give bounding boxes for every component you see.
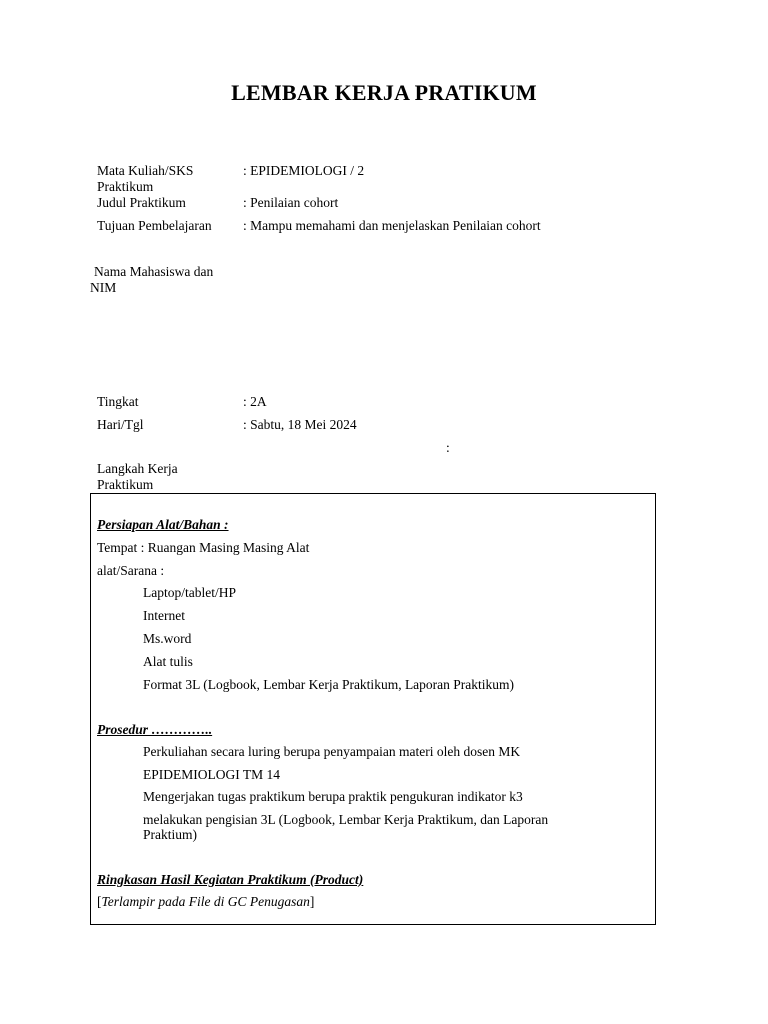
label-tujuan-pembelajaran: Tujuan Pembelajaran (97, 218, 212, 233)
value-judul-praktikum: : Penilaian cohort (243, 195, 339, 210)
label-mata-kuliah-line2: Praktikum (97, 179, 154, 194)
prosedur-line: melakukan pengisian 3L (Logbook, Lembar Kerja Praktikum, dan Laporan (143, 812, 549, 827)
value-tingkat: : 2A (243, 394, 267, 409)
stray-colon: : (446, 440, 450, 455)
label-judul-praktikum: Judul Praktikum (97, 195, 186, 210)
label-tingkat: Tingkat (97, 394, 139, 409)
bracket-close: ] (309, 894, 315, 909)
prosedur-heading: Prosedur ………….. (97, 722, 213, 737)
ringkasan-note (97, 894, 314, 910)
tool-item: Ms.word (143, 631, 192, 646)
prosedur-line: Mengerjakan tugas praktikum berupa praktik pengukuran indikator k3 (143, 789, 523, 804)
value-tujuan-pembelajaran: : Mampu memahami dan menjelaskan Penilaian cohort (243, 218, 541, 233)
label-langkah-kerja: Langkah Kerja (97, 461, 178, 476)
value-hari-tgl: : Sabtu, 18 Mei 2024 (243, 417, 357, 432)
tool-item: Laptop/tablet/HP (143, 585, 236, 600)
label-mata-kuliah: Mata Kuliah/SKS (97, 163, 194, 178)
bracket-open: [ (97, 894, 102, 909)
value-mata-kuliah: : EPIDEMIOLOGI / 2 (243, 163, 365, 178)
ringkasan-note-text: Terlampir pada File di GC Penugasan (101, 894, 310, 909)
label-nim: NIM (90, 280, 117, 295)
tool-item: Alat tulis (143, 654, 193, 669)
persiapan-heading: Persiapan Alat/Bahan : (97, 517, 229, 532)
document-title: LEMBAR KERJA PRATIKUM (231, 80, 537, 105)
tool-item: Internet (143, 608, 185, 623)
ringkasan-heading: Ringkasan Hasil Kegiatan Praktikum (Product) (97, 872, 364, 887)
alat-sarana-line: alat/Sarana : (97, 563, 165, 578)
label-nama-mahasiswa: Nama Mahasiswa dan (94, 264, 214, 279)
label-langkah-kerja-line2: Praktikum (97, 477, 154, 492)
label-hari-tgl: Hari/Tgl (97, 417, 144, 432)
tool-item: Format 3L (Logbook, Lembar Kerja Praktikum, Laporan Praktikum) (143, 677, 515, 692)
prosedur-line: EPIDEMIOLOGI TM 14 (143, 767, 280, 782)
prosedur-line: Praktium) (143, 827, 197, 842)
langkah-kerja-box (90, 493, 656, 925)
prosedur-line: Perkuliahan secara luring berupa penyampaian materi oleh dosen MK (143, 744, 521, 759)
tempat-line: Tempat : Ruangan Masing Masing Alat (97, 540, 310, 555)
